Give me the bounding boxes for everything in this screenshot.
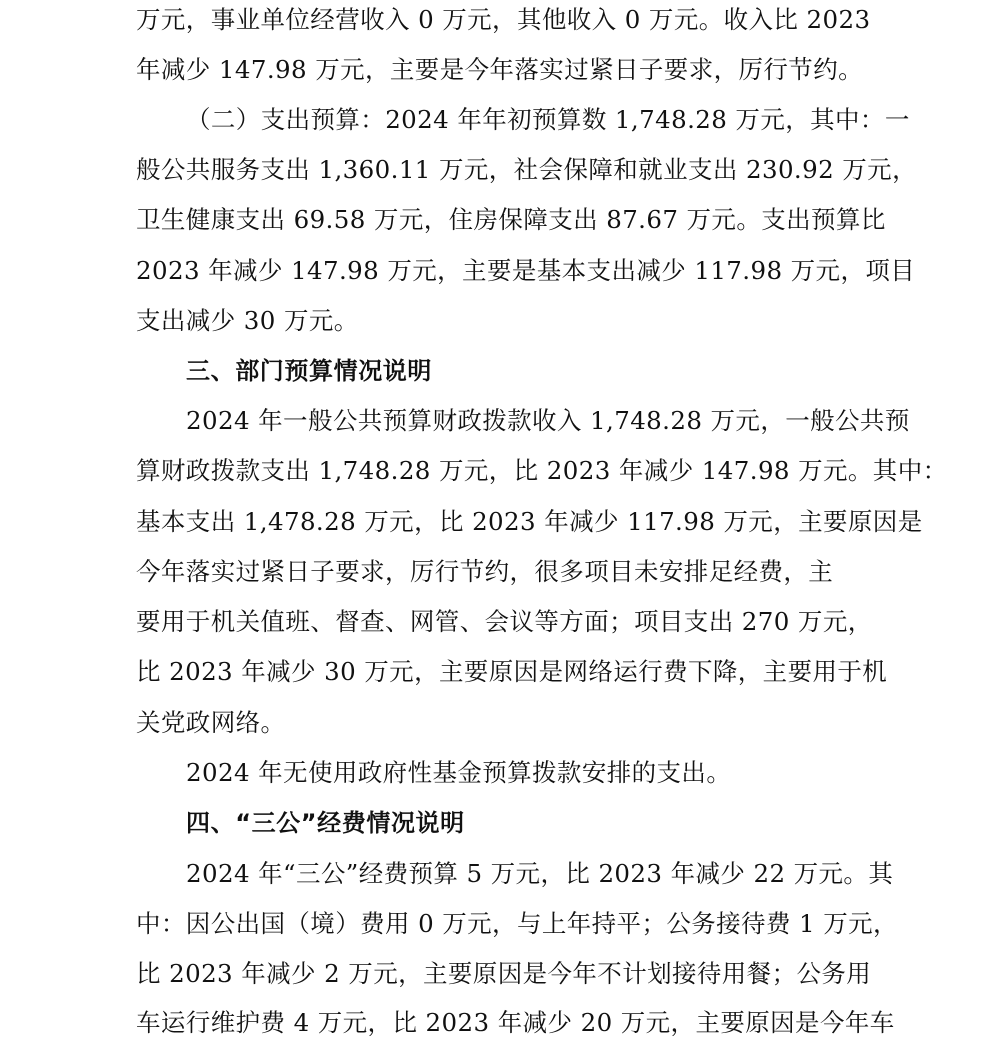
paragraph-start-line: 2024 年“三公”经费预算 5 万元，比 2023 年减少 22 万元。其 (186, 859, 894, 888)
text-line: 年减少 147.98 万元，主要是今年落实过紧日子要求，厉行节约。 (136, 55, 863, 84)
text-line: 车运行维护费 4 万元，比 2023 年减少 20 万元，主要原因是今年车 (136, 1008, 895, 1037)
section-heading-three-public: 四、“三公”经费情况说明 (186, 809, 465, 837)
text-line: 比 2023 年减少 30 万元，主要原因是网络运行费下降，主要用于机 (136, 657, 888, 686)
section-heading-dept-budget: 三、部门预算情况说明 (186, 357, 432, 385)
paragraph-start-line: 2024 年一般公共预算财政拨款收入 1,748.28 万元，一般公共预 (186, 406, 910, 435)
text-line: 支出减少 30 万元。 (136, 306, 359, 335)
paragraph-start-line: 2024 年无使用政府性基金预算拨款安排的支出。 (186, 758, 732, 787)
text-line: 今年落实过紧日子要求，厉行节约，很多项目未安排足经费，主 (136, 557, 834, 586)
text-line: 卫生健康支出 69.58 万元，住房保障支出 87.67 万元。支出预算比 (136, 205, 886, 234)
text-line: 般公共服务支出 1,360.11 万元，社会保障和就业支出 230.92 万元， (136, 155, 917, 184)
text-line: 2023 年减少 147.98 万元，主要是基本支出减少 117.98 万元，项目 (136, 256, 916, 285)
text-line: 基本支出 1,478.28 万元，比 2023 年减少 117.98 万元，主要原因是 (136, 507, 923, 536)
text-line: 算财政拨款支出 1,748.28 万元，比 2023 年减少 147.98 万元。其中： (136, 456, 948, 485)
text-line: 要用于机关值班、督查、网管、会议等方面；项目支出 270 万元， (136, 607, 873, 636)
text-line: 比 2023 年减少 2 万元，主要原因是今年不计划接待用餐；公务用 (136, 959, 872, 988)
text-line: 万元，事业单位经营收入 0 万元，其他收入 0 万元。收入比 2023 (136, 5, 871, 34)
paragraph-start-line: （二）支出预算：2024 年年初预算数 1,748.28 万元，其中：一 (186, 105, 910, 134)
text-line: 中：因公出国（境）费用 0 万元，与上年持平；公务接待费 1 万元， (136, 909, 898, 938)
text-line: 关党政网络。 (136, 708, 286, 737)
